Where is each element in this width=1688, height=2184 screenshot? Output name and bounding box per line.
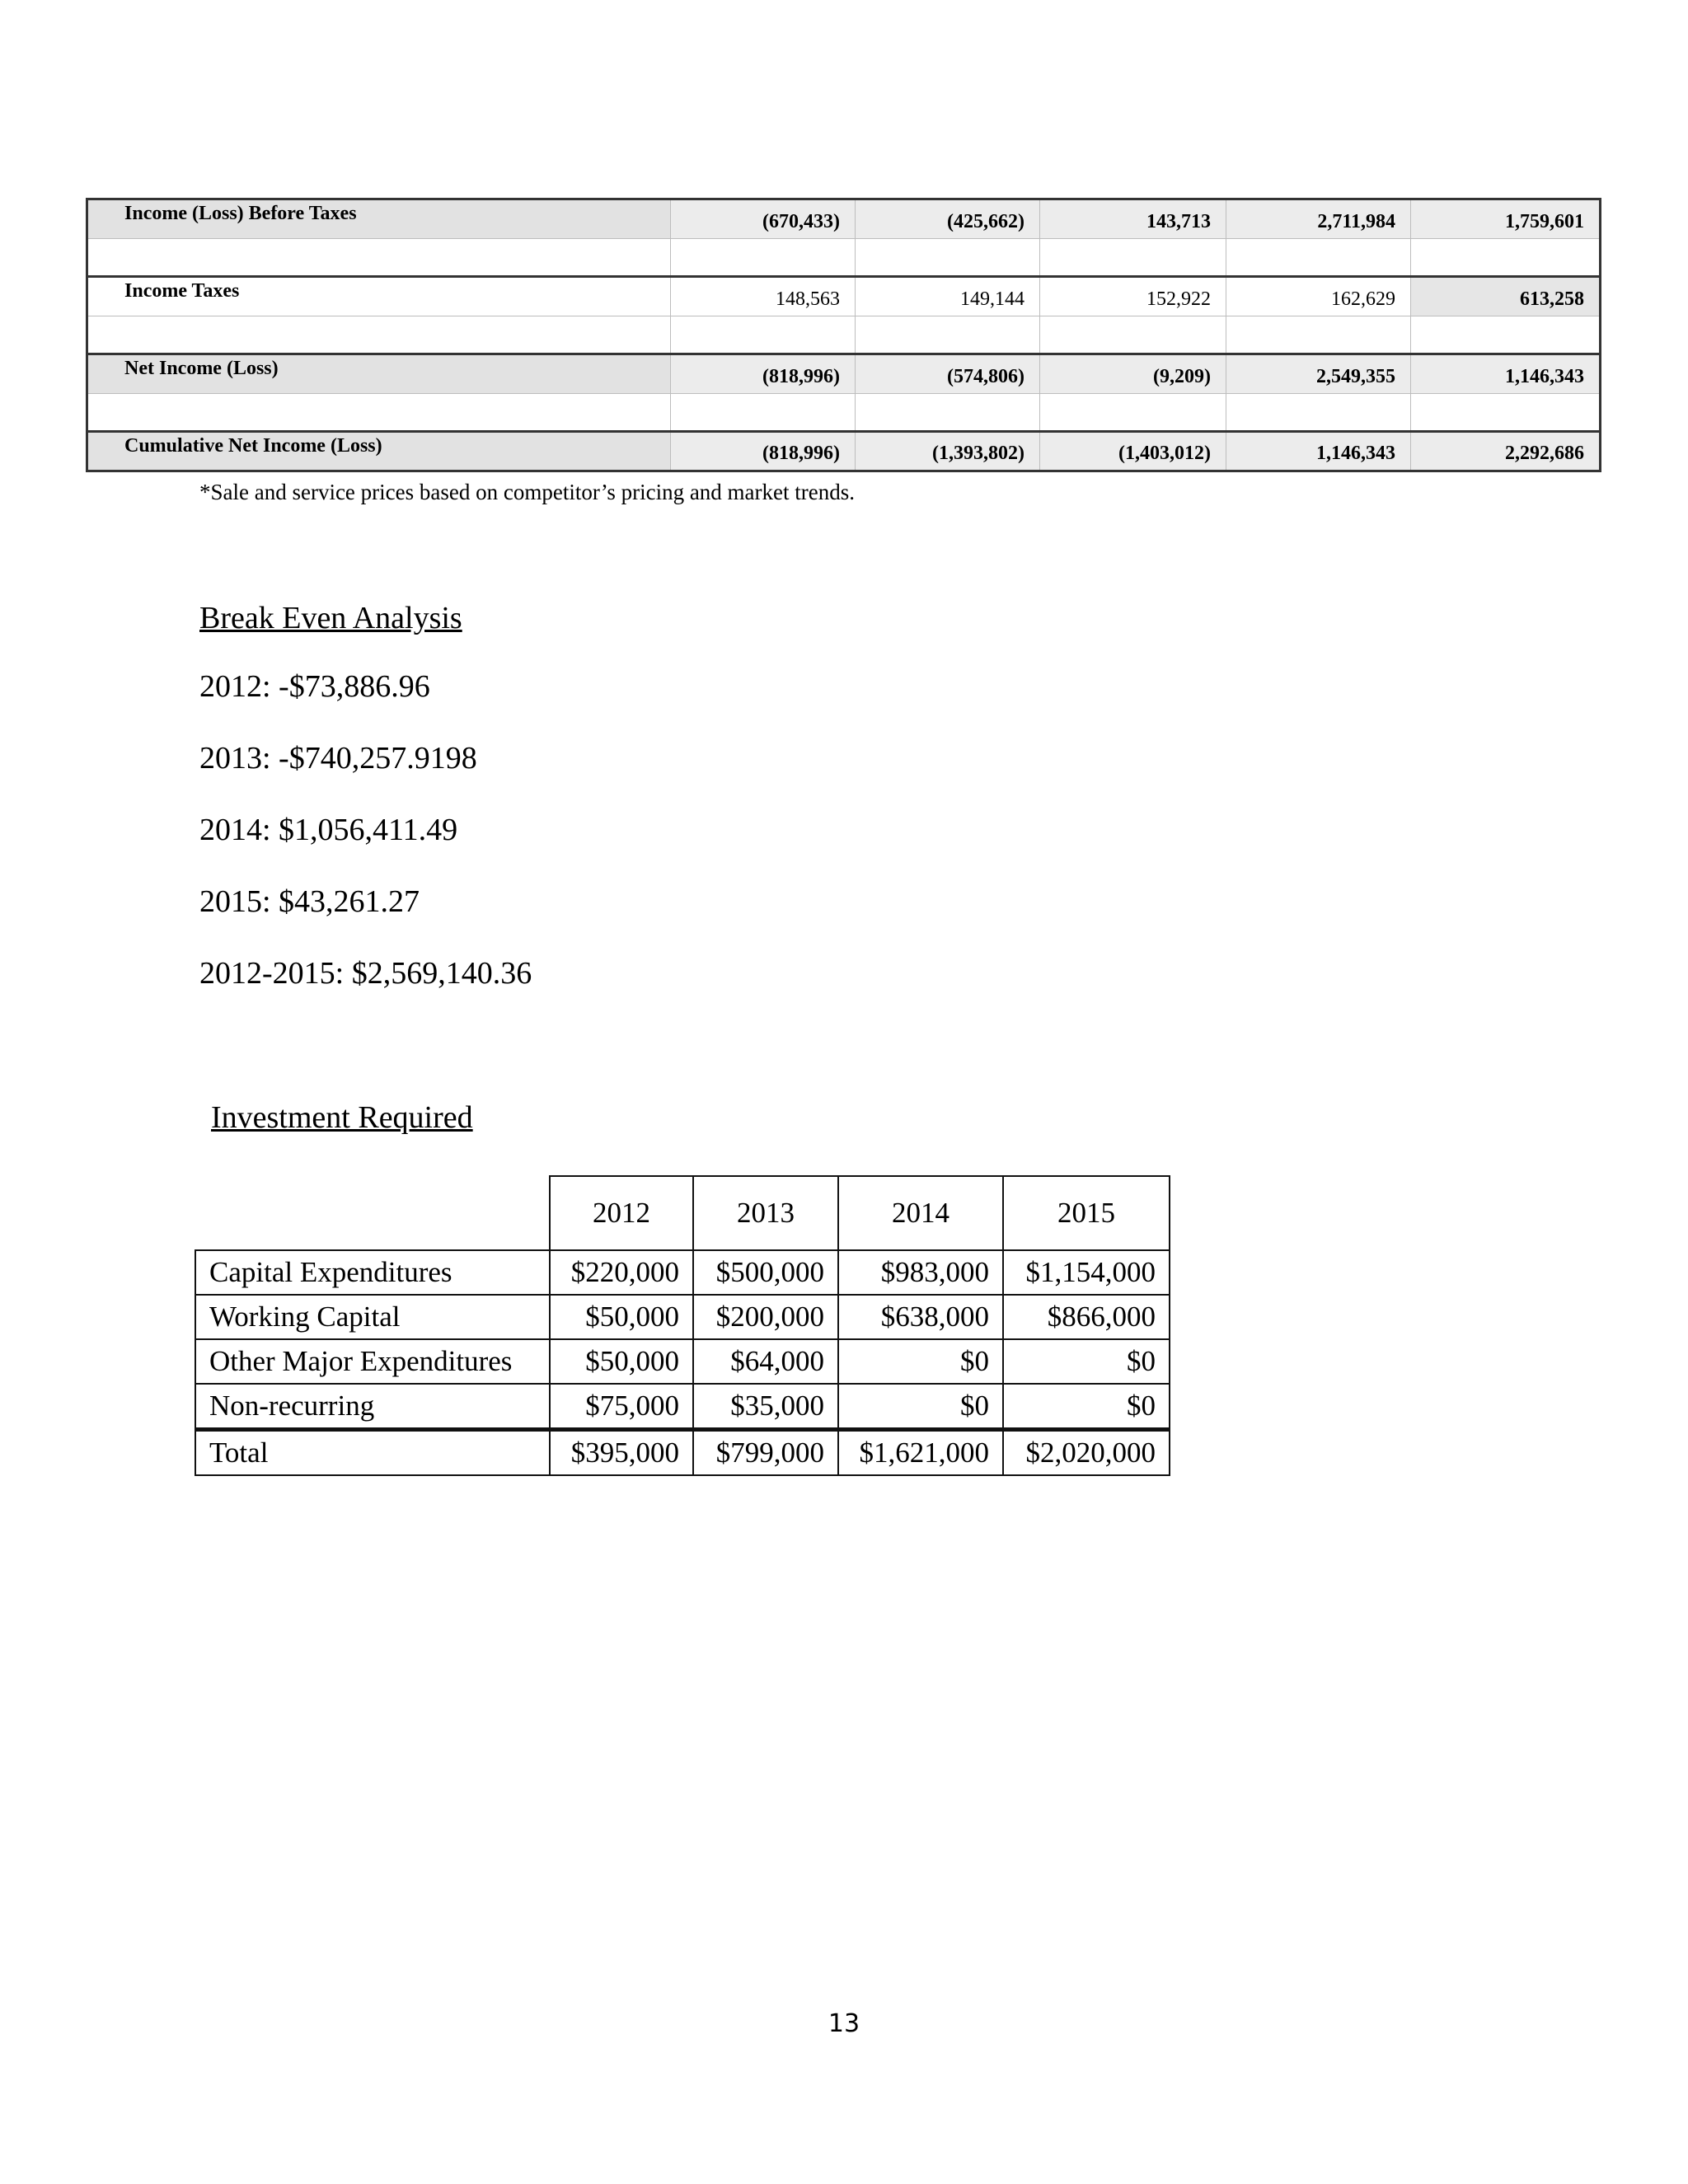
- value-cell: $64,000: [693, 1339, 838, 1384]
- value-cell: $1,621,000: [838, 1430, 1003, 1476]
- value-cell: 2,711,984: [1226, 199, 1411, 239]
- value-cell: (670,433): [671, 199, 856, 239]
- header-blank-cell: [195, 1176, 550, 1250]
- value-cell: $50,000: [550, 1295, 693, 1339]
- row-label: Income (Loss) Before Taxes: [87, 199, 671, 239]
- working-capital-row: [195, 1295, 1170, 1339]
- investment-table: [195, 1175, 1170, 1476]
- cumulative-net-income-row: [87, 432, 1601, 471]
- year-header-row: [195, 1176, 1170, 1250]
- value-cell: 1,146,343: [1411, 354, 1601, 394]
- value-cell: $75,000: [550, 1384, 693, 1430]
- value-cell: (425,662): [856, 199, 1040, 239]
- row-label: Net Income (Loss): [87, 354, 671, 394]
- value-cell: $799,000: [693, 1430, 838, 1476]
- year-header: 2015: [1003, 1176, 1170, 1250]
- total-row: [195, 1430, 1170, 1476]
- other-major-expenditures-row: [195, 1339, 1170, 1384]
- value-cell: 1,759,601: [1411, 199, 1601, 239]
- value-cell: $220,000: [550, 1250, 693, 1295]
- row-label: Non-recurring: [195, 1384, 550, 1430]
- value-cell: (1,393,802): [856, 432, 1040, 471]
- income-taxes-row: [87, 277, 1601, 316]
- value-cell: (574,806): [856, 354, 1040, 394]
- value-cell: 2,292,686: [1411, 432, 1601, 471]
- value-cell: 162,629: [1226, 277, 1411, 316]
- value-cell: $1,154,000: [1003, 1250, 1170, 1295]
- value-cell: $0: [1003, 1384, 1170, 1430]
- investment-heading: Investment Required: [211, 1100, 473, 1135]
- break-even-list: [199, 668, 532, 1026]
- year-header: 2014: [838, 1176, 1003, 1250]
- spacer-row: [87, 316, 1601, 354]
- row-label: Cumulative Net Income (Loss): [87, 432, 671, 471]
- value-cell: $35,000: [693, 1384, 838, 1430]
- capital-expenditures-row: [195, 1250, 1170, 1295]
- break-even-item: 2015: $43,261.27: [199, 884, 420, 919]
- pricing-footnote: *Sale and service prices based on competitor’s pricing and market trends.: [199, 480, 855, 504]
- break-even-heading: Break Even Analysis: [199, 601, 462, 635]
- value-cell: 2,549,355: [1226, 354, 1411, 394]
- break-even-item: 2013: -$740,257.9198: [199, 741, 477, 776]
- year-header: 2012: [550, 1176, 693, 1250]
- value-cell: (818,996): [671, 354, 856, 394]
- spacer-row: [87, 394, 1601, 432]
- value-cell: (1,403,012): [1040, 432, 1226, 471]
- value-cell: $866,000: [1003, 1295, 1170, 1339]
- income-before-taxes-row: [87, 199, 1601, 239]
- value-cell: $395,000: [550, 1430, 693, 1476]
- value-cell: $50,000: [550, 1339, 693, 1384]
- value-cell: $638,000: [838, 1295, 1003, 1339]
- value-cell: $0: [838, 1339, 1003, 1384]
- value-cell: $2,020,000: [1003, 1430, 1170, 1476]
- value-cell: 152,922: [1040, 277, 1226, 316]
- break-even-item: 2012: -$73,886.96: [199, 669, 430, 704]
- value-cell: $983,000: [838, 1250, 1003, 1295]
- page-number: 13: [828, 2009, 860, 2038]
- row-label: Total: [195, 1430, 550, 1476]
- value-cell: (9,209): [1040, 354, 1226, 394]
- non-recurring-row: [195, 1384, 1170, 1430]
- row-label: Working Capital: [195, 1295, 550, 1339]
- break-even-item: 2014: $1,056,411.49: [199, 813, 458, 847]
- row-label: Capital Expenditures: [195, 1250, 550, 1295]
- value-cell: 148,563: [671, 277, 856, 316]
- value-cell: 149,144: [856, 277, 1040, 316]
- row-label: Other Major Expenditures: [195, 1339, 550, 1384]
- year-header: 2013: [693, 1176, 838, 1250]
- value-cell: 143,713: [1040, 199, 1226, 239]
- spacer-row: [87, 239, 1601, 277]
- break-even-item: 2012-2015: $2,569,140.36: [199, 956, 532, 991]
- net-income-row: [87, 354, 1601, 394]
- value-cell: 1,146,343: [1226, 432, 1411, 471]
- value-cell: (818,996): [671, 432, 856, 471]
- value-cell: $0: [838, 1384, 1003, 1430]
- value-cell: $0: [1003, 1339, 1170, 1384]
- value-cell: $500,000: [693, 1250, 838, 1295]
- value-cell: $200,000: [693, 1295, 838, 1339]
- income-statement-table: [86, 198, 1601, 472]
- row-label: Income Taxes: [87, 277, 671, 316]
- value-cell: 613,258: [1411, 277, 1601, 316]
